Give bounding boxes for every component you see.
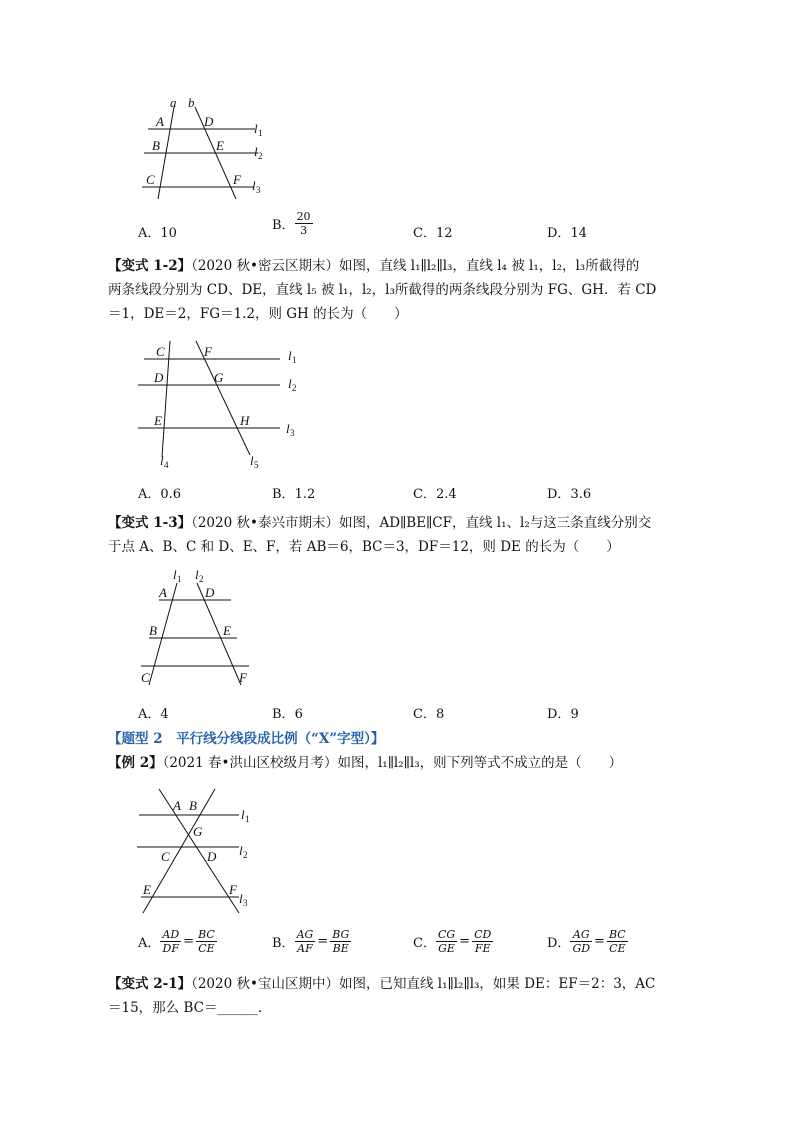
label-E: E [143,882,151,897]
label-F: F [204,344,212,359]
label-sub: 1 [245,814,250,824]
label-D: D [205,585,215,600]
label-C: C [161,849,170,864]
label-C: C [141,670,150,685]
label-l: l [250,453,254,468]
label-sub: 5 [254,460,259,470]
v13-option-b: B．6 [272,707,303,722]
label-sub: 2 [243,850,248,860]
label-sub: 2 [292,383,297,393]
option-a: A．10 [138,226,177,241]
variant-2-1-text: 【变式 2-1】（2020 秋•宝山区期中）如图，已知直线 l₁∥l₂∥l₃，如果 DE：EF＝2：3，AC ＝15，那么 BC＝______． [108,976,656,1016]
label-sub: 1 [177,574,182,584]
v13-option-c: C．8 [413,707,445,722]
type-2-heading: 【题型 2 平行线分线段成比例（“X”字型）】 [108,731,385,747]
figure-1 [130,95,280,205]
figure-4 [135,785,265,920]
label-C: C [156,344,165,359]
label-l: l [254,144,258,159]
option-b: B． $\frac{20}{3}$ [272,210,311,237]
label-B: B [189,798,197,813]
label-A: A [156,114,164,129]
label-l: l [286,421,290,436]
ex2-option-c: C． $\frac{CG}{GE}$ = $\frac{CD}{FE}$ [413,928,492,955]
label-B: B [152,138,160,153]
label-l: l [288,376,292,391]
label-l: l [239,843,243,858]
ex2-option-b: B． $\frac{AG}{AF}$ = $\frac{BG}{BE}$ [272,928,350,955]
label-l: l [173,567,177,582]
label-l: l [254,121,258,136]
label-G: G [214,370,224,385]
v12-option-d: D．3.6 [547,487,592,502]
label-sub: 1 [258,128,263,138]
label-l: l [252,178,256,193]
label-sub: 1 [292,355,297,365]
label-E: E [223,623,231,638]
option-c: C．12 [413,226,453,241]
label-H: H [240,413,250,428]
v13-option-a: A．4 [138,707,169,722]
label-A: A [173,798,181,813]
label-l: l [241,807,245,822]
ex2-option-d: D． $\frac{AG}{GD}$ = $\frac{BC}{CE}$ [547,928,626,955]
v12-option-c: C．2.4 [413,487,457,502]
figure-3 [135,565,265,690]
figure-2 [130,335,310,475]
label-sub: 3 [290,428,295,438]
variant-1-2-text: 【变式 1-2】（2020 秋•密云区期末）如图，直线 l₁∥l₂∥l₃，直线 l₄ 被 l₁，l₂，l₃所截得的 两条线段分别为 CD、DE，直线 l₅ 被 l₁，l₂，l₃所截得的两条线段分别为 FG、GH．若 CD ＝1，DE＝2，FG＝1.2，则 GH 的长为（ ） [108,258,657,322]
label-D: D [154,370,164,385]
label-b: b [188,95,195,110]
label-sub: 2 [199,574,204,584]
example-2-text: 【例 2】（2021 春•洪山区校级月考）如图，l₁∥l₂∥l₃，则下列等式不成立的是（ ） [108,755,623,771]
v13-option-d: D．9 [547,707,579,722]
label-F: F [229,882,237,897]
label-sub: 2 [258,151,263,161]
label-sub: 3 [243,898,248,908]
label-F: F [233,172,241,187]
label-C: C [146,172,155,187]
variant-1-3-text: 【变式 1-3】（2020 秋•泰兴市期末）如图，AD∥BE∥CF，直线 l₁、l₂与这三条直线分别交 于点 A、B、C 和 D、E、F，若 AB＝6，BC＝3，DF＝12，则 DE 的长为（ ） [108,515,652,555]
label-sub: 4 [164,460,169,470]
label-l: l [239,891,243,906]
option-d: D．14 [547,226,587,241]
label-a: a [170,95,177,110]
label-E: E [154,413,162,428]
label-F: F [239,670,247,685]
label-B: B [149,623,157,638]
label-l: l [288,348,292,363]
v12-option-b: B．1.2 [272,487,316,502]
v12-option-a: A．0.6 [138,487,182,502]
label-D: D [207,849,217,864]
label-D: D [204,114,214,129]
label-E: E [216,138,224,153]
label-sub: 3 [256,185,261,195]
label-A: A [159,585,167,600]
ex2-option-a: A． $\frac{AD}{DF}$ = $\frac{BC}{CE}$ [138,928,215,955]
label-l: l [195,567,199,582]
label-l: l [160,453,164,468]
label-G: G [193,824,203,839]
